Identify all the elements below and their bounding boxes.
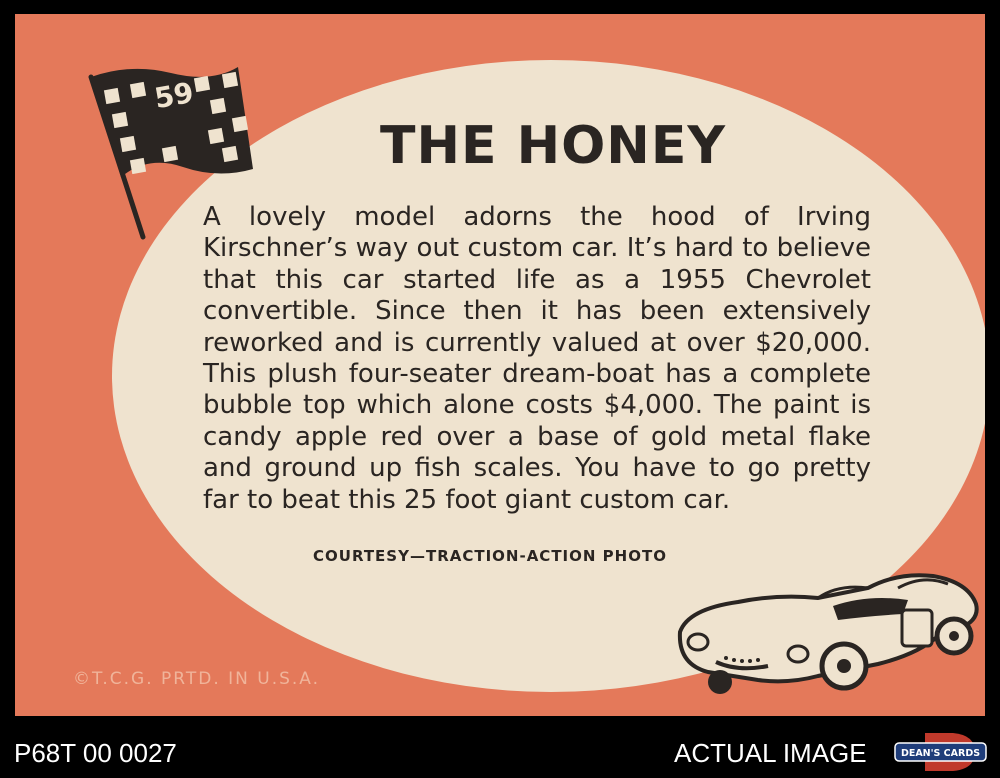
race-car-icon	[668, 554, 983, 699]
photo-credit: COURTESY—TRACTION-ACTION PHOTO	[313, 547, 667, 565]
copyright-line: ©T.C.G. PRTD. IN U.S.A.	[73, 669, 321, 689]
card-number: 59	[151, 75, 197, 116]
inventory-code: P68T 00 0027	[14, 738, 177, 768]
card-description: A lovely model adorns the hood of Irving Kirschner’s way out custom car. It’s hard to believe that this car started life as a 1955 Chevrolet convertible. Since then it has been extensively reworked and is currently valued at over $20,000. This plush four-seater dream-boat has a complete bubble top which alone costs $4,000. The paint is candy apple red over a base of gold metal flake and ground up fish scales. You have to go pretty far to beat this 25 foot giant custom car.	[203, 202, 871, 515]
trading-card-back	[15, 14, 985, 716]
actual-image-label: ACTUAL IMAGE	[674, 738, 867, 768]
deans-cards-logo	[893, 731, 988, 773]
svg-text:DEAN'S CARDS: DEAN'S CARDS	[900, 748, 981, 759]
card-title: THE HONEY	[379, 116, 727, 176]
